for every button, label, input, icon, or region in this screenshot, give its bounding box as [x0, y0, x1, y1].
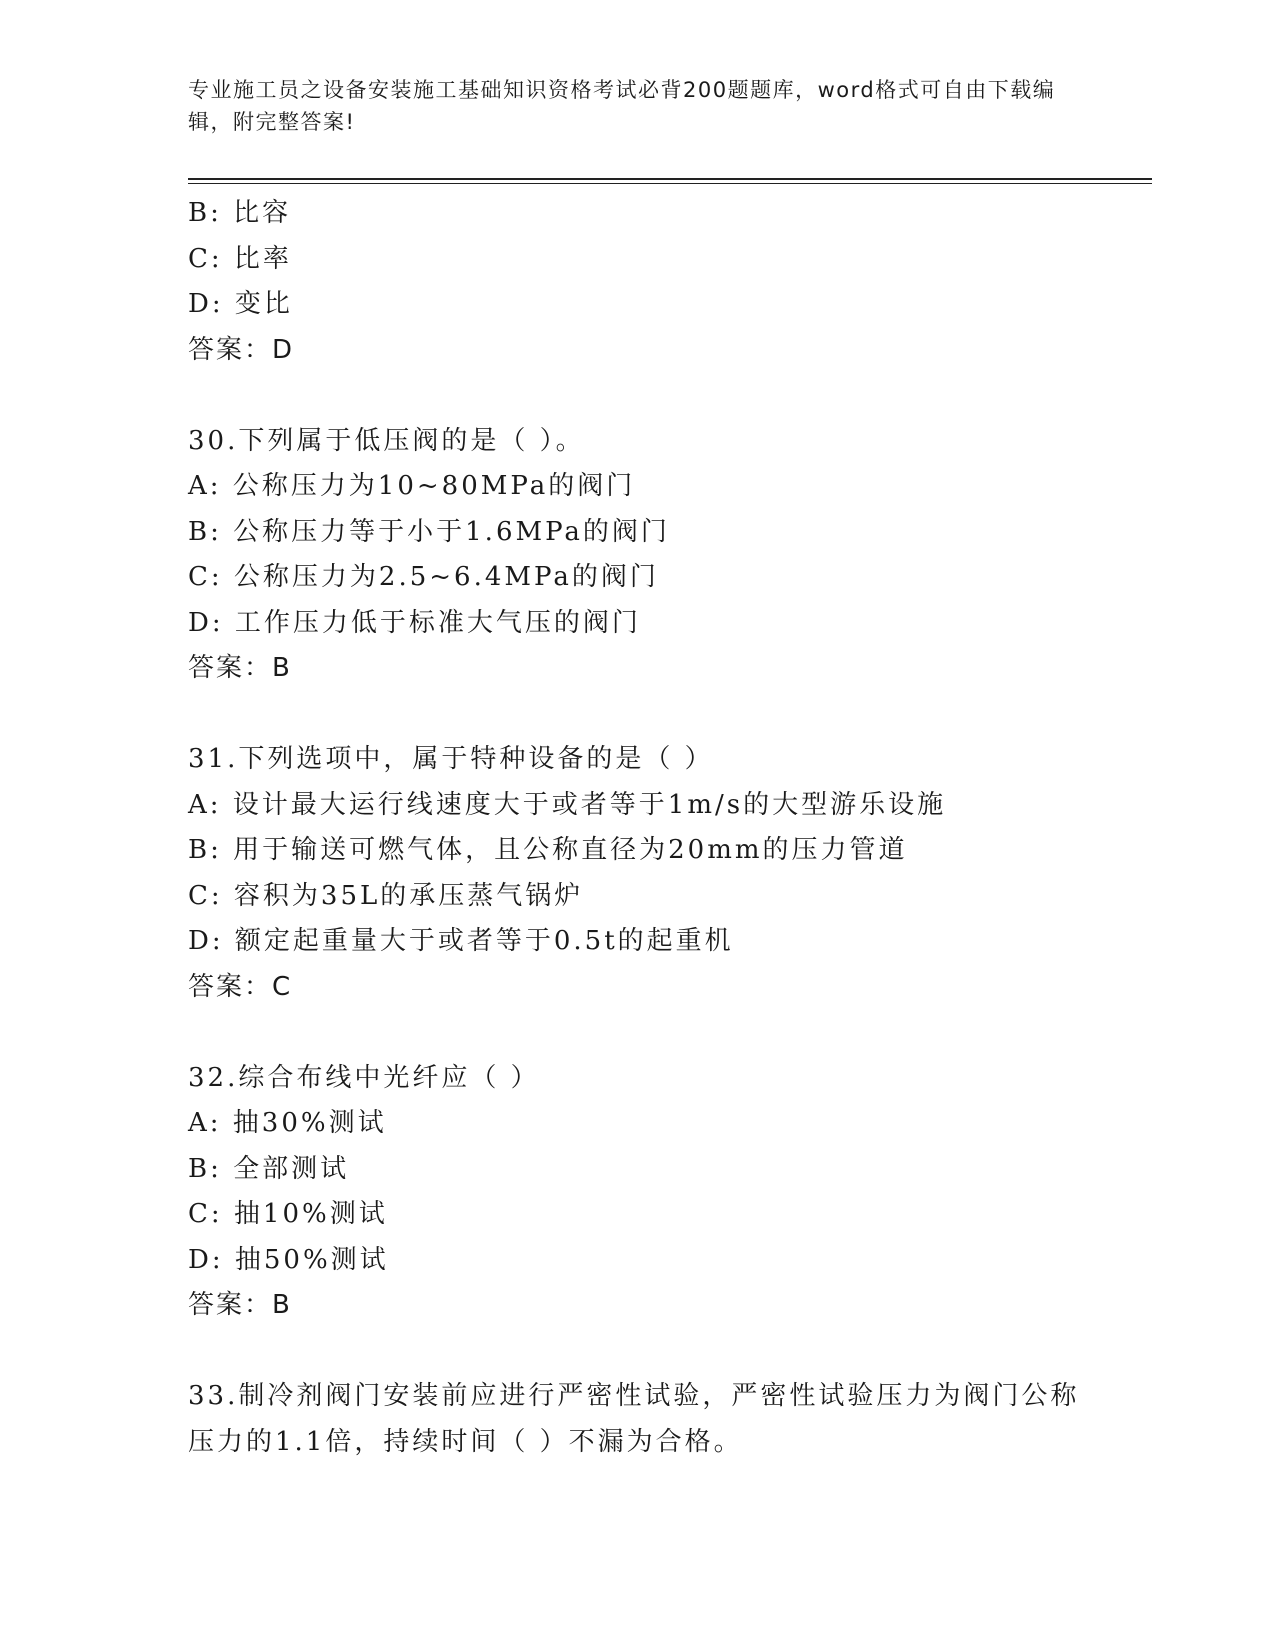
option-a: A: 抽30%测试 — [188, 1108, 387, 1138]
document-body — [188, 191, 1148, 1465]
spacer — [188, 692, 1148, 738]
document-header: 专业施工员之设备安装施工基础知识资格考试必背200题题库，word格式可自由下载编辑，附完整答案! — [188, 78, 1056, 134]
question-30 — [188, 419, 1148, 692]
option-b: B: 用于输送可燃气体，且公称直径为20mm的压力管道 — [188, 835, 908, 865]
question-text: 33.制冷剂阀门安装前应进行严密性试验，严密性试验压力为阀门公称压力的1.1倍，持续时间（ ）不漏为合格。 — [188, 1381, 1080, 1457]
spacer — [188, 373, 1148, 419]
spacer — [188, 1010, 1148, 1056]
option-b: B: 公称压力等于小于1.6MPa的阀门 — [188, 516, 670, 547]
answer-line: 答案：B — [188, 653, 292, 683]
question-text: 32.综合布线中光纤应（ ） — [188, 1062, 540, 1093]
option-d: D: 工作压力低于标准大气压的阀门 — [188, 607, 641, 638]
option-c: C: 公称压力为2.5~6.4MPa的阀门 — [188, 562, 659, 592]
answer-line: 答案：C — [188, 971, 293, 1002]
question-text: 30.下列属于低压阀的是（ ）。 — [188, 425, 585, 456]
option-a: A: 设计最大运行线速度大于或者等于1m/s的大型游乐设施 — [188, 789, 947, 820]
option-d: D: 抽50%测试 — [188, 1244, 389, 1275]
option-a: A: 公称压力为10~80MPa的阀门 — [188, 471, 636, 501]
option-d: D: 变比 — [188, 289, 293, 319]
question-31 — [188, 737, 1148, 1010]
option-c: C: 容积为35L的承压蒸气锅炉 — [188, 880, 584, 911]
option-d: D: 额定起重量大于或者等于0.5t的起重机 — [188, 926, 734, 956]
answer-line: 答案：B — [188, 1290, 292, 1320]
question-text: 31.下列选项中，属于特种设备的是（ ） — [188, 744, 714, 774]
question-33 — [188, 1374, 1148, 1465]
answer-line: 答案：D — [188, 334, 295, 365]
spacer — [188, 1329, 1148, 1375]
option-b: B: 全部测试 — [188, 1153, 350, 1184]
option-c: C: 比率 — [188, 243, 292, 274]
header-divider — [188, 178, 1152, 184]
option-b: B: 比容 — [188, 198, 292, 228]
option-c: C: 抽10%测试 — [188, 1199, 388, 1229]
question-32 — [188, 1056, 1148, 1329]
partial-question — [188, 191, 1148, 373]
